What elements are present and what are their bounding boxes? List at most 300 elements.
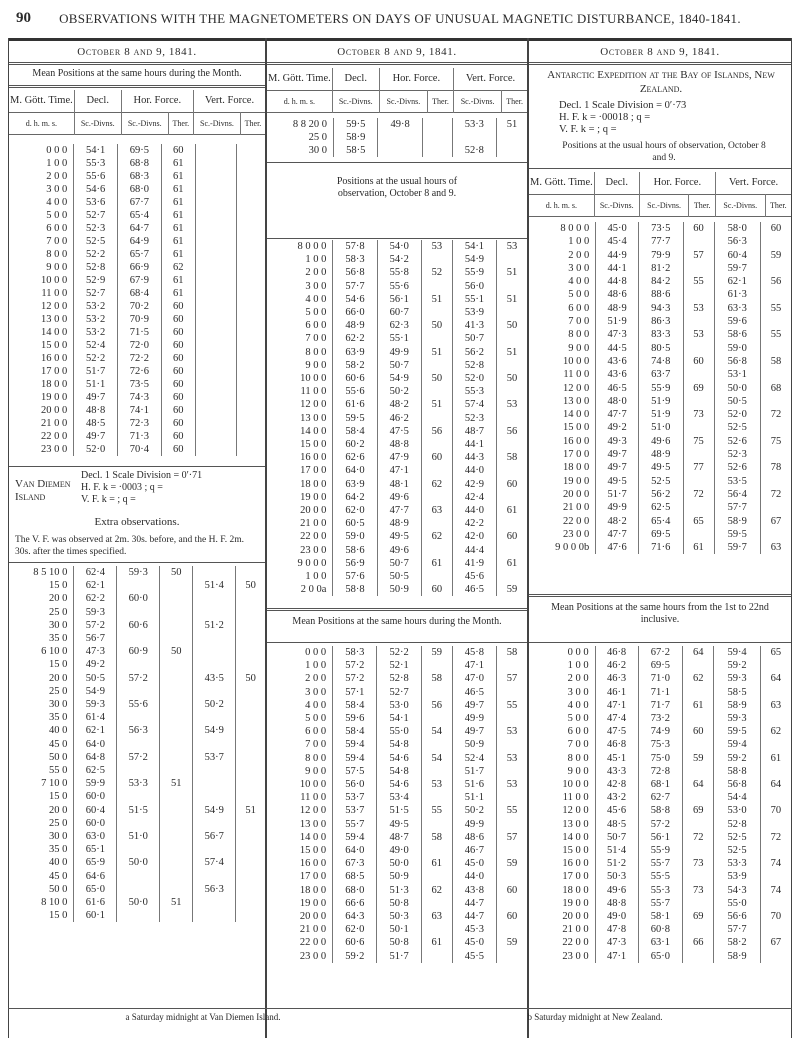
hor-force-heading: Hor. Force. (379, 68, 453, 90)
table-cell (160, 751, 193, 764)
table-cell: 74 (760, 884, 791, 897)
table-cell: 54 (421, 752, 452, 765)
table-cell (236, 870, 265, 883)
table-cell: 64·7 (118, 222, 162, 235)
table-cell: 55·6 (333, 385, 377, 398)
table-cell: 5 0 0 (46, 210, 68, 221)
table-cell: 62·5 (74, 764, 117, 777)
table-cell (683, 738, 714, 751)
table-cell: 58·9 (714, 515, 760, 528)
table-cell: 58·5 (714, 686, 760, 699)
table-cell: 51 (421, 346, 452, 359)
table-cell: 54·9 (377, 372, 421, 385)
table-cell: 61 (161, 183, 195, 196)
table-cell: 58 (760, 355, 791, 368)
table-cell: 57·7 (714, 923, 760, 936)
table-cell: 58·2 (714, 936, 760, 949)
table-cell: 49·6 (595, 884, 638, 897)
table-cell: 10 0 0 (562, 779, 589, 791)
table-row (267, 144, 527, 157)
table-cell (683, 659, 714, 672)
table-cell (421, 897, 452, 910)
table-cell: 50 (160, 645, 193, 658)
table-cell: 53·0 (377, 699, 421, 712)
table-cell: 3 0 0 (46, 184, 68, 195)
table-cell: 54·2 (377, 253, 421, 266)
col2-top-table (267, 118, 527, 157)
table-cell (683, 870, 714, 883)
table-cell (236, 170, 265, 183)
table-cell: 57·7 (714, 501, 760, 514)
table-cell: 55 (497, 804, 527, 817)
table-row (9, 339, 265, 352)
table-row (9, 326, 265, 339)
time-heading: M. Gött. Time. (10, 95, 73, 107)
table-cell: 68·3 (118, 170, 162, 183)
table-cell: 44·1 (596, 262, 639, 275)
table-cell: 55·1 (452, 293, 496, 306)
table-cell: 17 0 0 (41, 366, 68, 377)
col2-pos-table (267, 240, 527, 596)
table-row (529, 725, 791, 738)
table-cell: 45 0 (49, 870, 68, 882)
table-row (9, 738, 265, 751)
table-cell: 60·2 (333, 438, 377, 451)
table-cell: 62·3 (377, 319, 421, 332)
table-cell (497, 897, 527, 910)
table-cell (421, 659, 452, 672)
table-row (9, 430, 265, 443)
unit-label: Ther. (428, 90, 454, 112)
table-cell: 55 0 (49, 765, 68, 777)
table-cell: 48·6 (452, 831, 496, 844)
table-cell (236, 711, 265, 724)
table-cell: 55 (683, 275, 714, 288)
table-cell: 8 0 0 (567, 752, 589, 764)
table-row (267, 266, 527, 279)
table-cell: 62·1 (74, 724, 117, 737)
table-row (267, 791, 527, 804)
table-cell: 65 (760, 646, 791, 659)
table-row (529, 355, 791, 368)
table-cell: 63·3 (714, 302, 760, 315)
table-cell (193, 738, 236, 751)
table-cell: 60·8 (638, 923, 683, 936)
table-cell: 61 (683, 541, 714, 554)
table-cell: 48·9 (596, 302, 639, 315)
table-cell: 65 (683, 515, 714, 528)
table-cell: 51 (160, 777, 193, 790)
table-cell: 50·5 (714, 395, 760, 408)
table-row (529, 262, 791, 275)
table-cell: 49·7 (452, 725, 496, 738)
table-cell (160, 817, 193, 830)
table-cell: 52·7 (74, 287, 118, 300)
table-cell: 47·0 (452, 672, 496, 685)
table-row (9, 391, 265, 404)
table-cell: 52·8 (452, 144, 496, 157)
table-row (529, 936, 791, 949)
table-cell: 61 (161, 170, 195, 183)
table-cell: 19 0 0 (562, 475, 590, 487)
table-row (9, 843, 265, 856)
table-cell (683, 421, 714, 434)
table-cell: 45·3 (452, 923, 496, 936)
table-cell (195, 443, 236, 456)
table-cell: 58 (497, 451, 527, 464)
table-cell (760, 475, 791, 488)
col3-scale (559, 100, 779, 136)
table-cell: 10 0 0 (562, 355, 590, 367)
table-cell: 17 0 0 (300, 465, 327, 477)
table-cell: 52·7 (377, 686, 421, 699)
table-cell (160, 592, 193, 605)
table-row (9, 883, 265, 896)
table-cell (421, 686, 452, 699)
table-cell (236, 738, 265, 751)
table-cell (760, 288, 791, 301)
table-cell: 59·6 (333, 712, 377, 725)
table-cell: 52·7 (74, 209, 118, 222)
table-row (267, 752, 527, 765)
table-cell (236, 144, 265, 157)
table-cell: 52·5 (714, 831, 760, 844)
table-cell: 62 (421, 478, 452, 491)
table-cell: 19 0 0 (299, 897, 327, 909)
table-cell: 50·8 (377, 936, 421, 949)
table-cell (683, 235, 714, 248)
table-cell: 0 0 0 (567, 647, 589, 658)
table-cell: 66·9 (118, 261, 162, 274)
table-cell: 62·2 (74, 592, 117, 605)
table-cell: 44·1 (452, 438, 496, 451)
table-cell: 59·3 (117, 566, 160, 579)
table-cell: 55·9 (452, 266, 496, 279)
table-row (9, 724, 265, 737)
unit-label: Ther. (689, 194, 716, 216)
col1-scale-vf: V. F. k = ; q = (81, 494, 136, 505)
table-cell: 60 (161, 417, 195, 430)
table-row (529, 501, 791, 514)
table-cell: 61 (421, 936, 452, 949)
table-cell: 57·4 (193, 856, 236, 869)
table-cell: 63·7 (638, 368, 683, 381)
table-row (529, 541, 791, 554)
table-cell: 62 (421, 530, 452, 543)
table-cell: 58·8 (333, 583, 377, 596)
table-cell: 53·2 (74, 326, 118, 339)
table-cell: 52·6 (714, 461, 760, 474)
table-cell: 80·5 (638, 342, 683, 355)
table-row (267, 923, 527, 936)
table-cell: 8 0 0 (46, 249, 68, 260)
table-cell: 69·5 (118, 144, 162, 157)
table-cell (195, 417, 236, 430)
table-cell (193, 566, 236, 579)
table-cell: 59·2 (714, 752, 760, 765)
table-row (529, 328, 791, 341)
table-cell: 1 0 0 (305, 660, 327, 672)
table-cell: 59·4 (333, 831, 377, 844)
table-cell: 47·6 (596, 541, 639, 554)
table-cell: 1 0 0 (568, 236, 590, 248)
table-row (529, 950, 791, 963)
table-cell: 73 (683, 884, 714, 897)
table-cell: 8 0 0 (305, 346, 327, 358)
table-cell: 5 0 0 (568, 289, 590, 301)
table-row (529, 818, 791, 831)
table-cell: 58·3 (333, 253, 377, 266)
table-cell: 15 0 0 (299, 845, 327, 857)
col2-header-table (267, 68, 527, 113)
table-cell: 60·4 (74, 804, 117, 817)
table-cell (378, 144, 422, 157)
table-cell: 47·8 (595, 923, 638, 936)
table-cell (421, 491, 452, 504)
table-cell: 72·8 (638, 765, 683, 778)
table-cell (421, 738, 452, 751)
table-cell: 20 0 (49, 804, 68, 816)
table-cell: 53 (497, 398, 527, 411)
table-cell: 49·7 (596, 461, 639, 474)
table-cell: 47·3 (596, 328, 639, 341)
table-cell: 52·8 (377, 672, 421, 685)
table-cell: 75·3 (638, 738, 683, 751)
table-cell: 64·2 (333, 491, 377, 504)
table-cell: 7 10 0 (41, 778, 68, 790)
table-cell (236, 843, 265, 856)
table-cell: 49·9 (377, 346, 421, 359)
col3-expedition: Antarctic Expedition at the Bay of Islands, New Zealand. (547, 69, 775, 95)
table-cell: 2 0 0 (305, 267, 327, 279)
table-cell (236, 817, 265, 830)
table-cell (160, 724, 193, 737)
table-cell (421, 412, 452, 425)
table-cell: 65·4 (118, 209, 162, 222)
table-row (529, 515, 791, 528)
table-cell: 30 0 (49, 619, 68, 631)
table-cell (421, 280, 452, 293)
table-cell (497, 950, 527, 963)
table-cell: 51 (497, 266, 527, 279)
table-cell: 8 0 0 (305, 752, 327, 764)
table-cell: 49·3 (596, 435, 639, 448)
table-cell: 4 0 0 (567, 699, 589, 711)
table-cell (683, 315, 714, 328)
table-cell (497, 280, 527, 293)
table-row (267, 118, 527, 131)
table-cell (760, 950, 791, 963)
table-row (529, 475, 791, 488)
table-row (529, 752, 791, 765)
table-cell: 9 0 0 0 (297, 557, 327, 569)
table-cell (421, 712, 452, 725)
table-cell (683, 448, 714, 461)
table-cell: 49·9 (452, 712, 496, 725)
table-cell: 51·5 (117, 804, 160, 817)
table-cell (421, 438, 452, 451)
table-cell: 10 0 0 (300, 373, 327, 385)
table-cell: 51 (236, 804, 265, 817)
table-cell: 54·1 (452, 240, 496, 253)
table-row (529, 884, 791, 897)
subheader-row (529, 194, 791, 216)
table-cell: 47·5 (595, 725, 638, 738)
table-cell: 55·9 (638, 382, 683, 395)
table-cell (497, 844, 527, 857)
table-cell: 75 (760, 435, 791, 448)
col3-scale-vf: V. F. k = ; q = (559, 124, 617, 135)
table-row (267, 950, 527, 963)
table-cell: 59·0 (714, 342, 760, 355)
table-row (529, 699, 791, 712)
table-cell: 45·6 (595, 804, 638, 817)
table-cell (195, 209, 236, 222)
unit-label: d. h. m. s. (545, 200, 578, 210)
table-cell: 35 0 (49, 633, 68, 645)
table-cell: 60·1 (74, 909, 117, 922)
table-row (267, 804, 527, 817)
table-cell: 53·7 (193, 751, 236, 764)
table-cell: 62·0 (333, 923, 377, 936)
table-cell (160, 619, 193, 632)
table-row (9, 443, 265, 456)
col3-pos-table (529, 222, 791, 554)
table-cell: 20 0 0 (299, 911, 327, 923)
table-cell (236, 378, 265, 391)
table-row (9, 896, 265, 909)
table-row (267, 504, 527, 517)
table-cell: 59 (497, 936, 527, 949)
unit-label: d. h. m. s. (283, 96, 316, 106)
table-cell: 59·5 (714, 528, 760, 541)
table-cell (160, 658, 193, 671)
table-cell: 60 (161, 365, 195, 378)
table-cell (421, 517, 452, 530)
table-cell: 68 (760, 382, 791, 395)
table-row (529, 435, 791, 448)
table-cell: 44·7 (452, 910, 496, 923)
table-cell: 56·2 (638, 488, 683, 501)
table-cell (497, 332, 527, 345)
table-cell: 15 0 (49, 910, 68, 922)
table-cell: 57·2 (333, 659, 377, 672)
table-row (267, 425, 527, 438)
unit-label: d. h. m. s. (25, 118, 58, 128)
table-cell: 54·9 (193, 804, 236, 817)
table-cell: 72 (683, 488, 714, 501)
table-cell: 61 (497, 557, 527, 570)
table-cell: 44·5 (596, 342, 639, 355)
table-cell (378, 131, 422, 144)
table-cell (683, 528, 714, 541)
time-heading: M. Gött. Time. (268, 73, 331, 85)
table-cell: 6 0 0 (305, 726, 327, 738)
col1-scale-hf: H. F. k = ·0003 ; q = (81, 482, 163, 493)
table-cell: 60·0 (117, 592, 160, 605)
table-cell (497, 923, 527, 936)
table-cell: 14 0 0 (562, 831, 589, 843)
table-row (529, 421, 791, 434)
table-cell: 54·1 (377, 712, 421, 725)
table-cell: 48·5 (74, 417, 118, 430)
table-cell: 54·9 (452, 253, 496, 266)
table-cell: 56·8 (333, 266, 377, 279)
table-cell: 48·2 (377, 398, 421, 411)
table-cell: 69 (683, 382, 714, 395)
table-cell (497, 686, 527, 699)
table-cell: 51·4 (193, 579, 236, 592)
table-cell (760, 342, 791, 355)
table-cell (195, 365, 236, 378)
table-cell: 86·3 (638, 315, 683, 328)
table-cell: 60 (683, 355, 714, 368)
table-cell: 52·2 (377, 646, 421, 659)
table-cell: 60 (421, 583, 452, 596)
table-cell: 13 0 0 (562, 395, 590, 407)
table-cell (193, 606, 236, 619)
table-cell: 50·9 (452, 738, 496, 751)
table-cell (193, 896, 236, 909)
table-cell: 42·8 (595, 778, 638, 791)
table-cell: 61·4 (74, 711, 117, 724)
table-cell: 9 0 0 (305, 765, 327, 777)
table-cell: 53·1 (714, 368, 760, 381)
table-cell: 58·5 (334, 144, 378, 157)
table-cell: 67 (760, 515, 791, 528)
table-cell: 25 0 (308, 132, 328, 143)
table-cell: 49·5 (377, 818, 421, 831)
table-cell: 55·6 (377, 280, 421, 293)
table-cell: 62·5 (638, 501, 683, 514)
table-cell: 73 (683, 857, 714, 870)
table-cell: 55·6 (74, 170, 118, 183)
table-cell: 57·2 (333, 672, 377, 685)
table-cell: 22 0 0 (562, 937, 589, 949)
table-row (267, 478, 527, 491)
table-cell (195, 391, 236, 404)
table-cell: 8 5 10 0 (33, 567, 68, 578)
table-cell: 59·5 (333, 412, 377, 425)
table-cell: 44·4 (452, 544, 496, 557)
table-row (529, 686, 791, 699)
table-cell (193, 658, 236, 671)
table-cell: 4 0 0 (305, 293, 327, 305)
table-cell: 50 0 (49, 751, 68, 763)
table-cell (195, 157, 236, 170)
table-row (9, 632, 265, 645)
table-cell (760, 765, 791, 778)
table-cell: 51·6 (452, 778, 496, 791)
table-cell: 14 0 0 (300, 425, 327, 437)
table-row (529, 897, 791, 910)
table-cell: 19 0 0 (300, 491, 327, 503)
table-cell: 49·6 (377, 491, 421, 504)
table-cell: 54·8 (377, 765, 421, 778)
table-cell: 6 0 0 (46, 223, 68, 234)
table-cell: 60 (497, 884, 527, 897)
table-cell: 57·2 (117, 672, 160, 685)
table-cell: 50 (236, 579, 265, 592)
table-cell: 45·0 (452, 936, 496, 949)
table-cell: 56·2 (452, 346, 496, 359)
table-cell: 25 0 (49, 685, 68, 697)
table-cell: 59·3 (714, 672, 760, 685)
table-cell (760, 315, 791, 328)
table-cell: 56·7 (193, 830, 236, 843)
table-row (9, 909, 265, 922)
table-row (267, 557, 527, 570)
